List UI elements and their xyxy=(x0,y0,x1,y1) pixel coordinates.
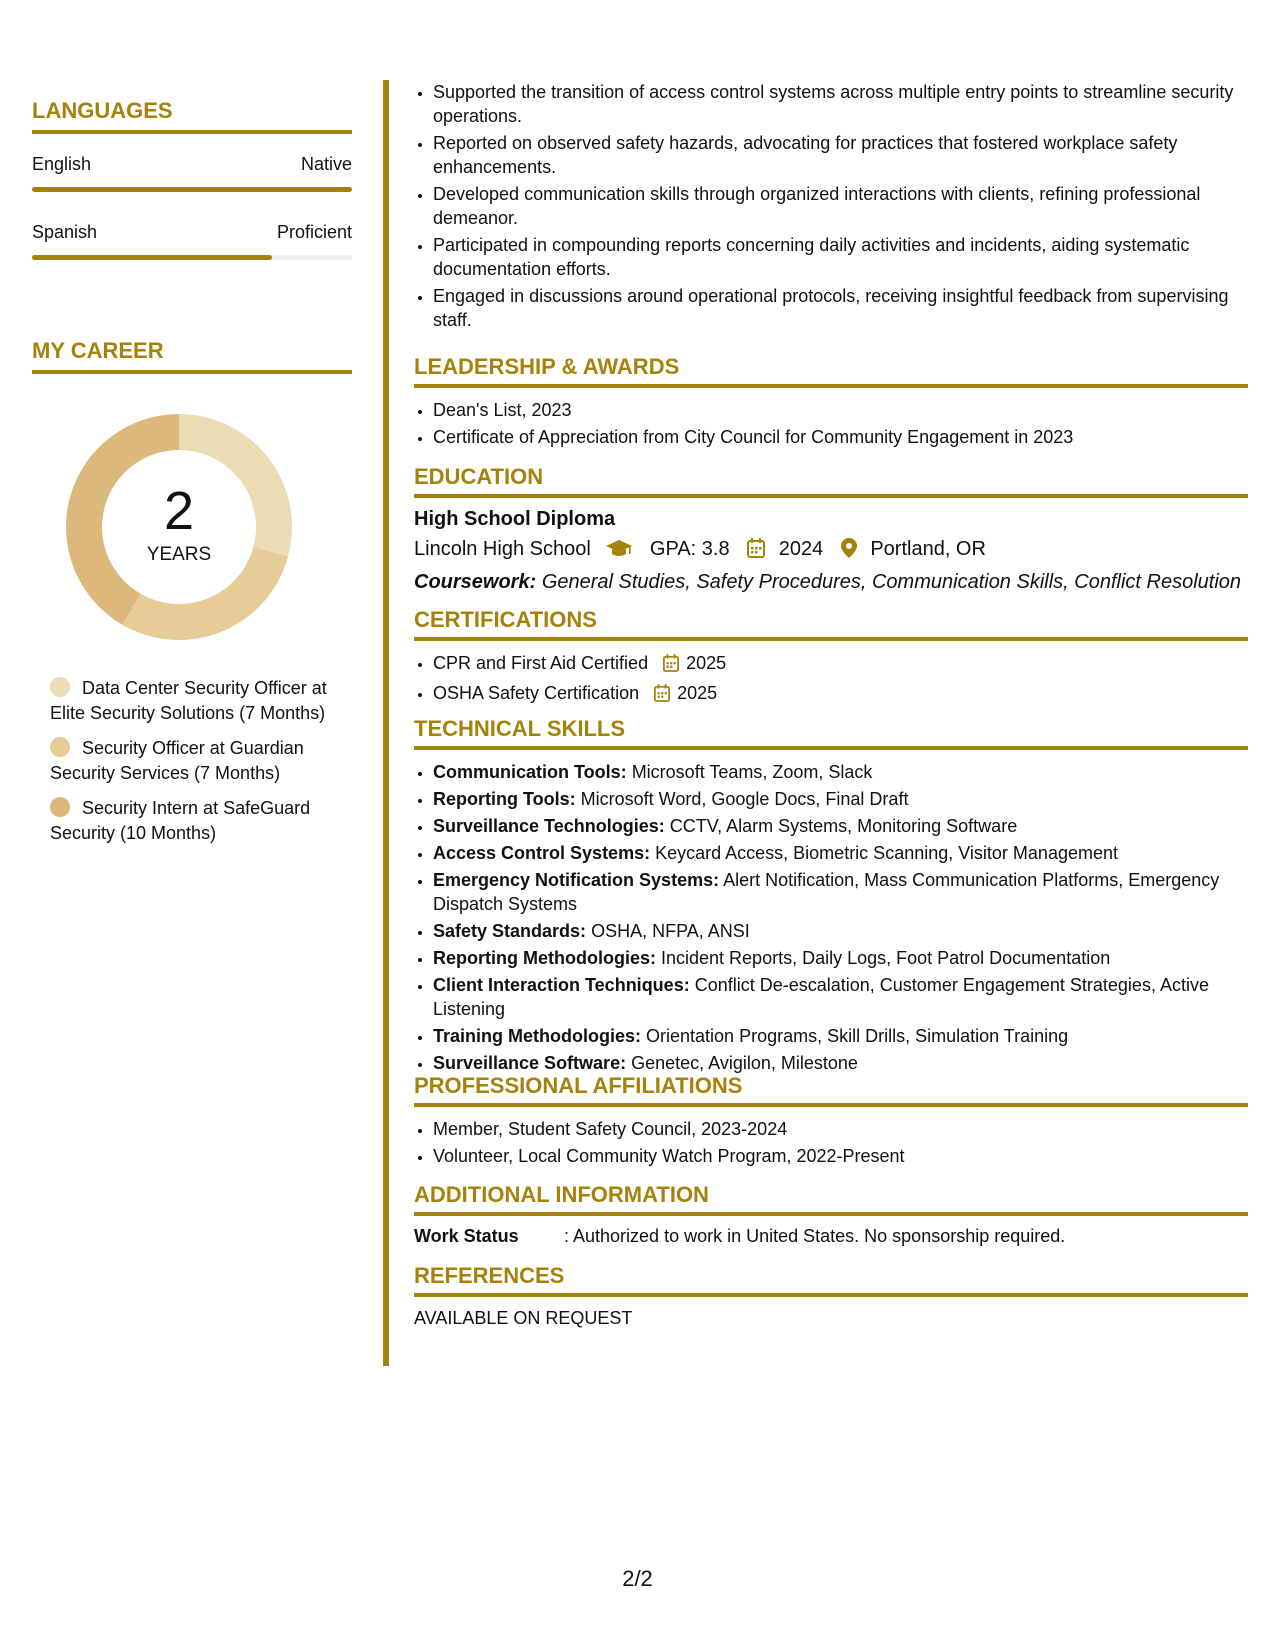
list-item: • Reported on observed safety hazards, advocating for practices that fostered workplace safety enhancements. xyxy=(433,131,1248,179)
skill-value: Microsoft Word, Google Docs, Final Draft xyxy=(580,789,909,809)
skills-section xyxy=(414,716,1248,1078)
calendar-icon xyxy=(654,684,670,708)
work-status-row xyxy=(414,1224,1248,1248)
skill-value: Conflict De-escalation, Customer Engagement Strategies, Active Listening xyxy=(433,975,1209,1019)
graduation-cap-icon xyxy=(606,537,632,567)
certifications-section xyxy=(414,607,1248,711)
skills-title: TECHNICAL SKILLS xyxy=(414,716,1248,750)
language-item-english xyxy=(32,154,352,192)
career-donut-chart xyxy=(66,414,292,640)
skill-label: Client Interaction Techniques: xyxy=(433,975,690,995)
calendar-icon xyxy=(747,537,765,567)
language-proficiency-fill xyxy=(32,255,272,260)
certification-year: 2025 xyxy=(677,683,718,703)
legend-item xyxy=(50,736,332,786)
skill-value: CCTV, Alarm Systems, Monitoring Software xyxy=(669,816,1018,836)
list-item xyxy=(433,946,1248,970)
skill-label: Access Control Systems: xyxy=(433,843,651,863)
leadership-title: LEADERSHIP & AWARDS xyxy=(414,354,1248,388)
language-proficiency-bar xyxy=(32,255,352,260)
list-item: • Certificate of Appreciation from City Council for Community Engagement in 2023 xyxy=(433,425,1248,449)
skill-label: Reporting Methodologies: xyxy=(433,948,656,968)
list-item xyxy=(433,1051,1248,1075)
coursework-line xyxy=(414,567,1248,597)
list-item: • Volunteer, Local Community Watch Program, 2022-Present xyxy=(433,1144,1248,1168)
list-item: • Engaged in discussions around operational protocols, receiving insightful feedback from supervising staff. xyxy=(433,284,1248,332)
calendar-icon xyxy=(663,654,679,678)
affiliations-title: PROFESSIONAL AFFILIATIONS xyxy=(414,1073,1248,1107)
language-name: Spanish xyxy=(32,222,98,242)
school-name: Lincoln High School xyxy=(414,538,591,560)
career-section xyxy=(32,338,352,374)
career-total-unit: YEARS xyxy=(146,544,212,565)
list-item: • Participated in compounding reports concerning daily activities and incidents, aiding systematic documentation efforts. xyxy=(433,233,1248,281)
references-text: AVAILABLE ON REQUEST xyxy=(414,1308,633,1328)
location-pin-icon xyxy=(841,537,857,567)
coursework-label: Coursework: xyxy=(414,571,537,593)
work-status-value: : Authorized to work in United States. No sponsorship required. xyxy=(564,1226,1066,1246)
degree-title: High School Diploma xyxy=(414,508,616,530)
graduation-year: 2024 xyxy=(778,538,824,560)
legend-item xyxy=(50,796,332,846)
affiliations-section xyxy=(414,1073,1248,1171)
school-location: Portland, OR xyxy=(870,538,986,560)
career-total-number: 2 xyxy=(163,481,195,541)
education-title: EDUCATION xyxy=(414,464,1248,498)
list-item xyxy=(433,760,1248,784)
certification-year: 2025 xyxy=(686,653,727,673)
skill-value: Incident Reports, Daily Logs, Foot Patrol Documentation xyxy=(661,948,1111,968)
certification-name: OSHA Safety Certification xyxy=(433,683,640,703)
coursework-list: General Studies, Safety Procedures, Communication Skills, Conflict Resolution xyxy=(541,571,1242,593)
language-level: Native xyxy=(300,154,352,174)
list-item xyxy=(433,841,1248,865)
skill-label: Surveillance Technologies: xyxy=(433,816,665,836)
legend-label: Data Center Security Officer at Elite Security Solutions (7 Months) xyxy=(50,678,327,723)
legend-label: Security Intern at SafeGuard Security (10 Months) xyxy=(50,798,311,843)
languages-title: LANGUAGES xyxy=(32,98,352,134)
education-details xyxy=(414,534,1248,567)
language-proficiency-bar xyxy=(32,187,352,192)
legend-label: Security Officer at Guardian Security Services (7 Months) xyxy=(50,738,304,783)
list-item: • Dean's List, 2023 xyxy=(433,398,1248,422)
languages-section xyxy=(32,98,352,260)
leadership-section xyxy=(414,354,1248,452)
gpa-value: GPA: 3.8 xyxy=(649,538,730,560)
skill-value: Microsoft Teams, Zoom, Slack xyxy=(631,762,873,782)
skill-value: OSHA, NFPA, ANSI xyxy=(591,921,750,941)
experience-bullets xyxy=(414,80,1248,335)
skill-value: Alert Notification, Mass Communication Platforms, Emergency Dispatch Systems xyxy=(433,870,1220,914)
legend-dot-icon xyxy=(50,677,70,697)
additional-title: ADDITIONAL INFORMATION xyxy=(414,1182,1248,1216)
list-item xyxy=(433,868,1248,916)
additional-section xyxy=(414,1182,1248,1248)
skill-value: Genetec, Avigilon, Milestone xyxy=(631,1053,858,1073)
legend-dot-icon xyxy=(50,737,70,757)
list-item: • Developed communication skills through organized interactions with clients, refining professional demeanor. xyxy=(433,182,1248,230)
career-title: MY CAREER xyxy=(32,338,352,374)
skill-label: Surveillance Software: xyxy=(433,1053,627,1073)
list-item: • Supported the transition of access control systems across multiple entry points to streamline security operations. xyxy=(433,80,1248,128)
list-item xyxy=(433,814,1248,838)
language-level: Proficient xyxy=(276,222,352,242)
certifications-title: CERTIFICATIONS xyxy=(414,607,1248,641)
certification-name: CPR and First Aid Certified xyxy=(433,653,649,673)
skill-label: Safety Standards: xyxy=(433,921,587,941)
career-legend xyxy=(50,676,332,856)
list-item xyxy=(433,973,1248,1021)
skill-label: Emergency Notification Systems: xyxy=(433,870,720,890)
skill-label: Communication Tools: xyxy=(433,762,627,782)
skill-value: Orientation Programs, Skill Drills, Simulation Training xyxy=(646,1026,1069,1046)
references-section xyxy=(414,1263,1248,1330)
list-item xyxy=(433,1024,1248,1048)
language-name: English xyxy=(32,154,92,174)
list-item xyxy=(433,787,1248,811)
page-number: 2/2 xyxy=(622,1566,653,1591)
work-status-label: Work Status xyxy=(414,1226,519,1246)
list-item: • Member, Student Safety Council, 2023-2024 xyxy=(433,1117,1248,1141)
skill-label: Training Methodologies: xyxy=(433,1026,641,1046)
education-section xyxy=(414,464,1248,597)
legend-item xyxy=(50,676,332,726)
list-item xyxy=(433,681,1248,708)
list-item xyxy=(433,919,1248,943)
references-title: REFERENCES xyxy=(414,1263,1248,1297)
column-divider xyxy=(383,80,389,1366)
language-item-spanish xyxy=(32,222,352,260)
skill-value: Keycard Access, Biometric Scanning, Visitor Management xyxy=(655,843,1118,863)
language-proficiency-fill xyxy=(32,187,352,192)
skill-label: Reporting Tools: xyxy=(433,789,576,809)
list-item xyxy=(433,651,1248,678)
legend-dot-icon xyxy=(50,797,70,817)
